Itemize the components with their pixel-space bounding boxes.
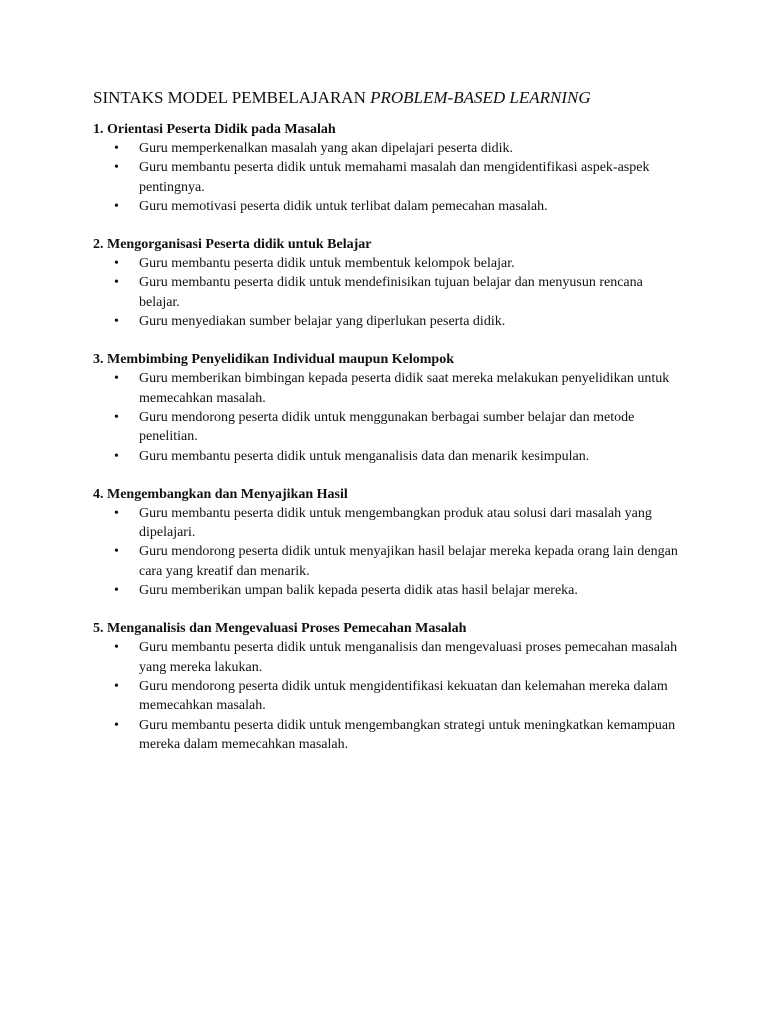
list-item (93, 312, 683, 331)
bullet-icon: • (114, 256, 119, 272)
bullet-icon: • (114, 160, 119, 176)
section-heading: 5. Menganalisis dan Mengevaluasi Proses Pemecahan Masalah (93, 621, 467, 637)
bullet-icon: • (114, 583, 119, 599)
section-heading: 1. Orientasi Peserta Didik pada Masalah (93, 122, 336, 137)
bullet-icon: • (114, 505, 119, 521)
list-item (93, 677, 683, 716)
bullet-list (93, 139, 683, 216)
bullet-icon: • (114, 275, 119, 291)
list-item-text: Guru mendorong peserta didik untuk mengidentifikasi kekuatan dan kelemahan mereka dalam memecahkan masalah. (139, 678, 668, 714)
bullet-icon: • (114, 640, 119, 656)
list-item (93, 139, 683, 158)
list-item (93, 542, 683, 581)
list-item-text: Guru membantu peserta didik untuk memahami masalah dan mengidentifikasi aspek-aspek pentingnya. (139, 160, 650, 195)
list-item (93, 581, 683, 600)
list-item-text: Guru membantu peserta didik untuk membentuk kelompok belajar. (139, 256, 515, 272)
list-item (93, 447, 683, 466)
bullet-icon: • (114, 141, 119, 156)
list-item (93, 716, 683, 755)
list-item (93, 273, 683, 312)
bullet-icon: • (114, 544, 119, 560)
list-item-text: Guru memberikan umpan balik kepada peserta didik atas hasil belajar mereka. (139, 583, 578, 599)
document-title-main: SINTAKS MODEL PEMBELAJARAN (93, 88, 371, 107)
list-item-text: Guru mendorong peserta didik untuk menyajikan hasil belajar mereka kepada orang lain dengan cara yang kreatif dan menarik. (139, 544, 678, 579)
document-title-italic: PROBLEM-BASED LEARNING (370, 88, 591, 107)
bullet-icon: • (114, 314, 119, 330)
section-heading: 2. Mengorganisasi Peserta didik untuk Belajar (93, 237, 372, 253)
list-item-text: Guru memotivasi peserta didik untuk terlibat dalam pemecahan masalah. (139, 198, 548, 214)
list-item-text: Guru membantu peserta didik untuk mengembangkan strategi untuk meningkatkan kemampuan mereka dalam memecahkan masalah. (139, 717, 676, 752)
document-title (93, 87, 683, 109)
bullet-list (93, 638, 683, 754)
list-item (93, 369, 683, 408)
section-3 (93, 350, 683, 465)
list-item (93, 408, 683, 447)
section-4 (93, 485, 683, 600)
bullet-icon: • (114, 371, 119, 387)
bullet-list (93, 504, 683, 600)
section-1 (93, 120, 683, 216)
bullet-icon: • (114, 448, 119, 464)
section-2 (93, 235, 683, 331)
list-item-text: Guru membantu peserta didik untuk mengembangkan produk atau solusi dari masalah yang dipelajari. (139, 505, 652, 541)
bullet-list (93, 369, 683, 465)
bullet-list (93, 254, 683, 331)
section-heading: 4. Mengembangkan dan Menyajikan Hasil (93, 486, 348, 502)
list-item-text: Guru membantu peserta didik untuk menganalisis data dan menarik kesimpulan. (139, 448, 590, 464)
document-body (93, 87, 683, 773)
bullet-icon: • (114, 409, 119, 425)
list-item-text: Guru membantu peserta didik untuk mendefinisikan tujuan belajar dan menyusun rencana belajar. (139, 275, 643, 310)
list-item (93, 158, 683, 197)
list-item-text: Guru menyediakan sumber belajar yang diperlukan peserta didik. (139, 314, 506, 330)
bullet-icon: • (114, 678, 119, 694)
list-item (93, 638, 683, 677)
list-item-text: Guru membantu peserta didik untuk menganalisis dan mengevaluasi proses pemecahan masalah yang mereka lakukan. (139, 640, 678, 675)
list-item-text: Guru memberikan bimbingan kepada peserta didik saat mereka melakukan penyelidikan untuk memecahkan masalah. (139, 371, 670, 406)
list-item (93, 197, 683, 216)
list-item (93, 254, 683, 273)
bullet-icon: • (114, 198, 119, 214)
list-item-text: Guru memperkenalkan masalah yang akan dipelajari peserta didik. (139, 141, 513, 156)
bullet-icon: • (114, 717, 119, 733)
list-item-text: Guru mendorong peserta didik untuk menggunakan berbagai sumber belajar dan metode penelitian. (139, 409, 635, 445)
section-heading: 3. Membimbing Penyelidikan Individual maupun Kelompok (93, 352, 454, 368)
list-item (93, 504, 683, 543)
section-5 (93, 619, 683, 754)
